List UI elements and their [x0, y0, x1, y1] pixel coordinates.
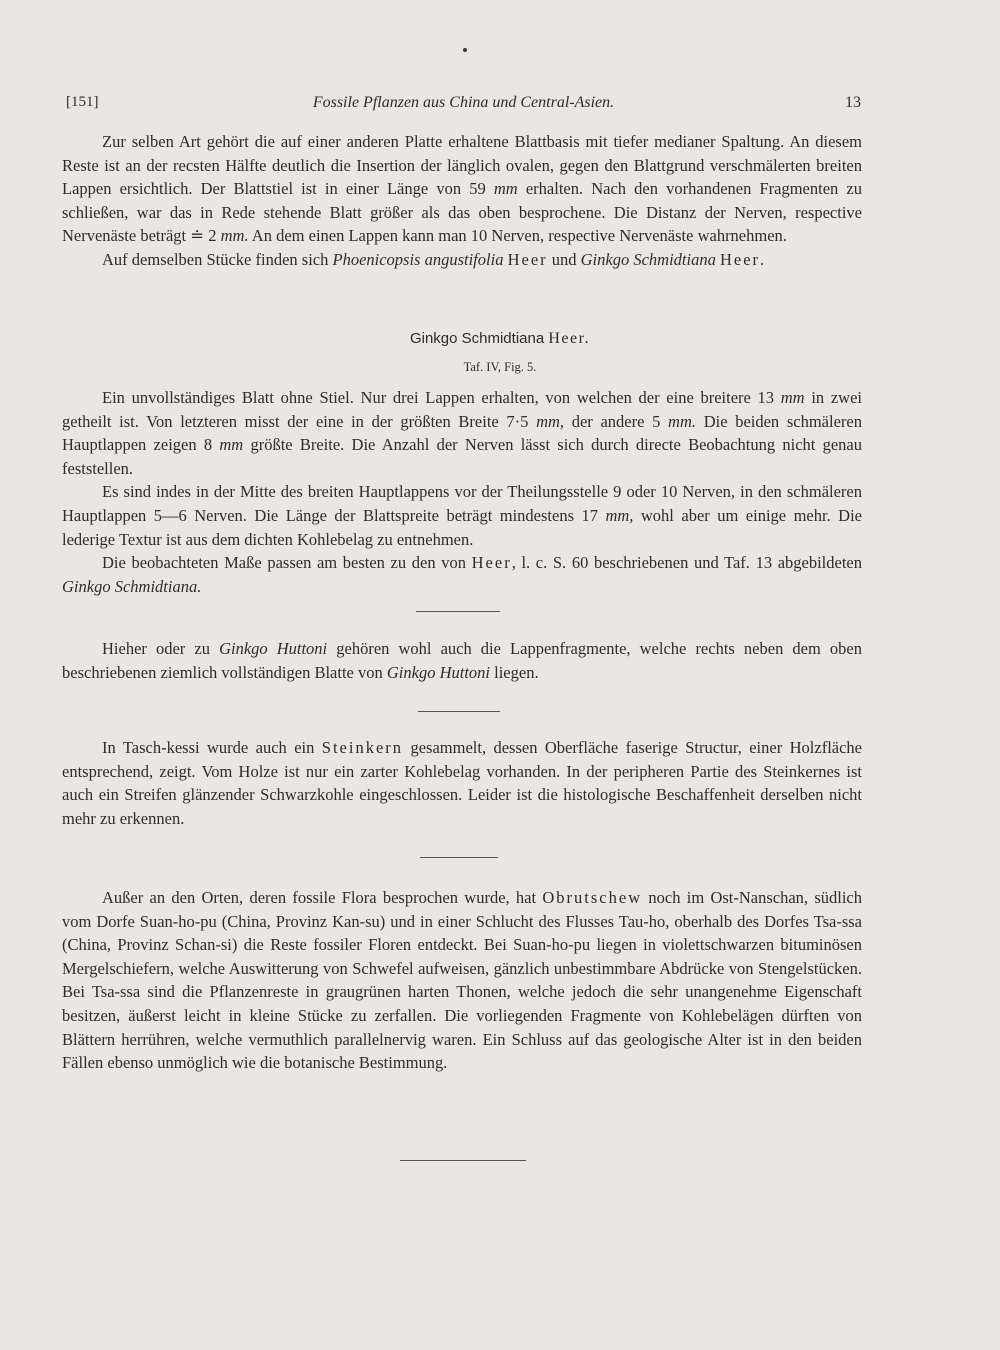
text-run: liegen.	[490, 662, 539, 682]
section-divider	[416, 611, 500, 612]
person-name: Obrutschew	[542, 888, 643, 907]
text-run: größte Breite. Die Anzahl der Nerven lässt sich durch directe Beobachtung nicht genau feststellen.	[62, 435, 863, 478]
text-block-1	[62, 130, 862, 272]
unit: mm	[219, 435, 244, 455]
text-run: In Tasch-kessi wurde auch ein	[102, 738, 322, 757]
author-name: Heer	[471, 553, 512, 573]
section-divider	[418, 711, 500, 712]
author-name: Heer	[719, 249, 761, 269]
unit: mm	[780, 388, 805, 407]
text-run: noch im Ost-Nanschan, südlich vom Dorfe Suan-ho-pu (China, Provinz Kan-su) und in einer Schlucht des Flusses Tau-ho, oberhalb des Dorfes Tsa-ssa (China, Provinz Schan-si) die Reste fossiler Floren entdeckt. Bei Suan-ho-pu liegen in violettschwarzen bituminösen Mergelschiefern, welche Auswitterung von Schwefel aufweisen, gänzlich unbestimmbare Abdrücke von Stengelstücken. Bei Tsa-ssa sind die Pflanzenreste in graugrünen harten Thonen, welche jedoch die sehr unangenehme Eigenschaft besitzen, äußerst leicht in kleine Stücke zu zerfallen. Die vorliegenden Fragmente von Kohlebelägen dürften von Blättern herrühren, welche vermuthlich parallelnervig waren. Ein Schluss auf das geologische Alter ist in den beiden Fällen ebenso unmöglich wie die botanische Bestimmung.	[62, 888, 862, 1073]
paragraph-3	[62, 386, 862, 480]
text-run: gesammelt, dessen Oberfläche faserige Structur, einer Holzfläche entsprechend, zeigt. Vom Holze ist nur ein zarter Kohlebelag vorhanden. In der peripheren Partie des Steinkernes ist auch ein Streifen glänzender Schwarzkohle eingeschlossen. Leider ist die histologische Beschaffenheit derselben nicht mehr zu erkennen.	[62, 738, 862, 828]
spaced-term: Steinkern	[321, 738, 404, 757]
author-name: Heer	[507, 249, 548, 269]
figure-reference: Taf. IV, Fig. 5.	[463, 360, 537, 374]
text-block-2	[62, 386, 862, 598]
taxon-name: Phoenicopsis angustifolia	[332, 249, 504, 269]
section-title: Ginkgo Schmidtiana	[409, 330, 545, 347]
text-run: Ein unvollständiges Blatt ohne Stiel. Nur drei Lappen erhalten, von welchen der eine breitere 13	[102, 388, 781, 407]
taxon-name: Ginkgo Huttoni	[386, 662, 490, 682]
paragraph-1	[62, 130, 862, 248]
text-run: und	[547, 249, 581, 269]
page-number: 13	[845, 94, 861, 111]
section-heading	[0, 330, 1000, 348]
taxon-name: Ginkgo Schmidtiana.	[62, 576, 202, 596]
text-run: der andere 5	[564, 411, 669, 431]
text-run: , l. c. S. 60 beschriebenen und Taf. 13 abgebildeten	[511, 553, 862, 573]
unit: mm.	[220, 226, 249, 246]
text-run: Außer an den Orten, deren fossile Flora besprochen wurde, hat	[102, 888, 543, 907]
section-divider	[420, 857, 498, 858]
unit: mm	[493, 179, 518, 199]
text-run: in zwei getheilt ist. Von letzteren misst der eine in der größten Breite 7·5	[62, 388, 862, 431]
text-run: Auf demselben Stücke finden sich	[102, 249, 333, 269]
printing-speck	[463, 48, 467, 52]
text-block-3	[62, 637, 862, 684]
running-header	[66, 94, 861, 116]
text-run: gehören wohl auch die Lappenfragmente, welche rechts neben dem oben beschriebenen ziemlich vollständigen Blatte von	[62, 639, 862, 682]
paragraph-6	[62, 637, 862, 684]
unit: mm.	[668, 411, 697, 431]
text-run: wohl aber um einige mehr. Die lederige Textur ist aus dem dichten Kohlebelag zu entnehmen.	[62, 505, 862, 549]
text-run: Zur selben Art gehört die auf einer anderen Platte erhaltene Blattbasis mit tiefer medianer Spaltung. An diesem Reste ist an der recsten Hälfte deutlich die Insertion der länglich ovalen, gegen den Blattgrund verschmälerten breiten Lappen ersichtlich. Der Blattstiel ist in einer Länge von 59	[62, 132, 862, 199]
text-run: An dem einen Lappen kann man 10 Nerven, respective Nervenäste wahrnehmen.	[248, 226, 787, 246]
paragraph-2	[62, 248, 862, 272]
text-run: Hieher oder zu	[102, 639, 220, 658]
text-block-4	[62, 736, 862, 830]
paragraph-4	[62, 480, 862, 551]
taxon-name: Ginkgo Schmidtiana	[580, 249, 716, 269]
text-run: Die beiden schmäleren Hauptlappen zeigen 8	[62, 411, 862, 455]
unit: mm,	[536, 411, 565, 431]
paragraph-5	[62, 551, 862, 598]
taxon-name: Ginkgo Huttoni	[219, 639, 328, 658]
text-run: Die beobachteten Maße passen am besten zu den von	[102, 553, 472, 573]
unit: mm,	[605, 505, 634, 525]
text-run: Es sind indes in der Mitte des breiten Hauptlappens vor der Theilungsstelle 9 oder 10 Nerven, in den schmäleren Hauptlappen 5—6 Nerven. Die Länge der Blattspreite beträgt mindestens 17	[62, 482, 862, 525]
header-title: Fossile Pflanzen aus China und Central-Asien.	[312, 94, 615, 111]
header-page-ref: [151]	[66, 94, 99, 110]
text-block-5	[62, 886, 862, 1075]
paragraph-7	[62, 736, 862, 830]
paragraph-8	[62, 886, 862, 1075]
text-run: erhalten. Nach den vorhandenen Fragmenten zu schließen, war das in Rede stehende Blatt größer als das oben besprochene. Die Distanz der Nerven, respective Nervenäste beträgt ≐ 2	[62, 179, 862, 246]
end-divider	[400, 1160, 526, 1161]
text-run: .	[760, 249, 765, 269]
section-author: Heer.	[548, 330, 591, 347]
